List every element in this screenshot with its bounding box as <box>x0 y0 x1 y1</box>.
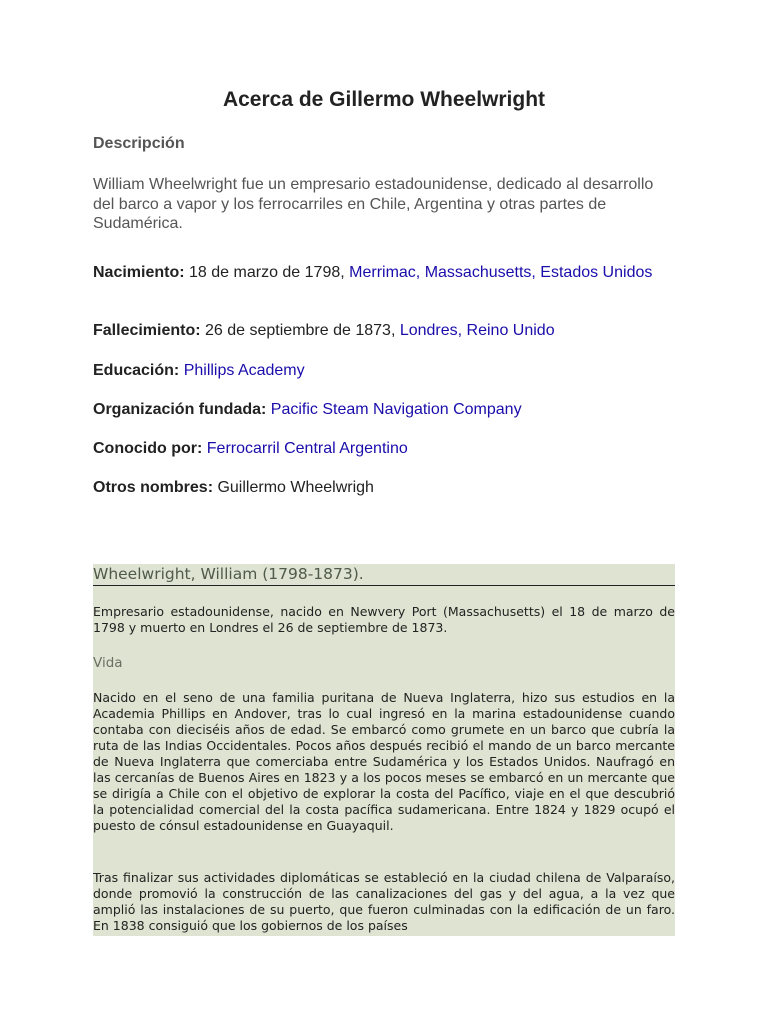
fact-organization <box>93 400 673 420</box>
fact-death-value: 26 de septiembre de 1873, <box>200 322 400 339</box>
fact-birth <box>93 263 673 283</box>
fact-birth-label: Nacimiento: <box>93 264 185 281</box>
article-paragraph: Tras finalizar sus actividades diplomáticas se estableció en la ciudad chilena de Valparaíso, donde promovió la construcción de las canalizaciones del gas y del agua, a la vez que amplió las instalaciones de su puerto, que fueron culminadas con la edificación de un faro. En 1838 consiguió que los gobiernos de los países <box>93 870 675 933</box>
fact-death <box>93 321 673 341</box>
fact-death-link[interactable]: Londres, Reino Unido <box>399 322 555 339</box>
fact-other-names-label: Otros nombres: <box>93 479 214 496</box>
article-section-heading: Vida <box>93 655 123 671</box>
fact-education-link[interactable]: Phillips Academy <box>183 362 305 379</box>
article-excerpt <box>93 564 675 936</box>
fact-organization-label: Organización fundada: <box>93 401 267 418</box>
fact-other-names <box>93 478 673 498</box>
fact-birth-value: 18 de marzo de 1798, <box>184 264 350 281</box>
fact-known-for-link[interactable]: Ferrocarril Central Argentino <box>206 440 408 457</box>
fact-known-for-label: Conocido por: <box>93 440 203 457</box>
fact-organization-link[interactable]: Pacific Steam Navigation Company <box>270 401 522 418</box>
description-text: William Wheelwright fue un empresario estadounidense, dedicado al desarrollo del barco a vapor y los ferrocarriles en Chile, Argentina y otras partes de Sudamérica. <box>93 176 654 232</box>
fact-death-label: Fallecimiento: <box>93 322 201 339</box>
fact-education-label: Educación: <box>93 362 180 379</box>
fact-other-names-value: Guillermo Wheelwrigh <box>213 479 374 496</box>
fact-education <box>93 361 673 381</box>
article-paragraph: Nacido en el seno de una familia puritana de Nueva Inglaterra, hizo sus estudios en la Academia Phillips en Andover, tras lo cual ingresó en la marina estadounidense cuando contaba con dieciséis años de edad. Se embarcó como grumete en un barco que cubría la ruta de las Indias Occidentales. Pocos años después recibió el mando de un barco mercante de Nueva Inglaterra que comerciaba entre Sudamérica y los Estados Unidos. Naufragó en las cercanías de Buenos Aires en 1823 y a los pocos meses se embarcó en un mercante que se dirigía a Chile con el objetivo de explorar la costa del Pacífico, viaje en el que descubrió la potencialidad comercial del la costa pacífica sudamericana. Entre 1824 y 1829 ocupó el puesto de cónsul estadounidense en Guayaquil. <box>93 690 675 833</box>
article-title: Wheelwright, William (1798-1873). <box>93 564 675 586</box>
fact-birth-link[interactable]: Merrimac, Massachusetts, Estados Unidos <box>349 264 653 281</box>
article-intro: Empresario estadounidense, nacido en Newvery Port (Massachusetts) el 18 de marzo de 1798 y muerto en Londres el 26 de septiembre de 1873. <box>93 604 675 635</box>
description-heading: Descripción <box>93 135 185 152</box>
fact-known-for <box>93 439 673 459</box>
page-title: Acerca de Gillermo Wheelwright <box>222 88 546 111</box>
